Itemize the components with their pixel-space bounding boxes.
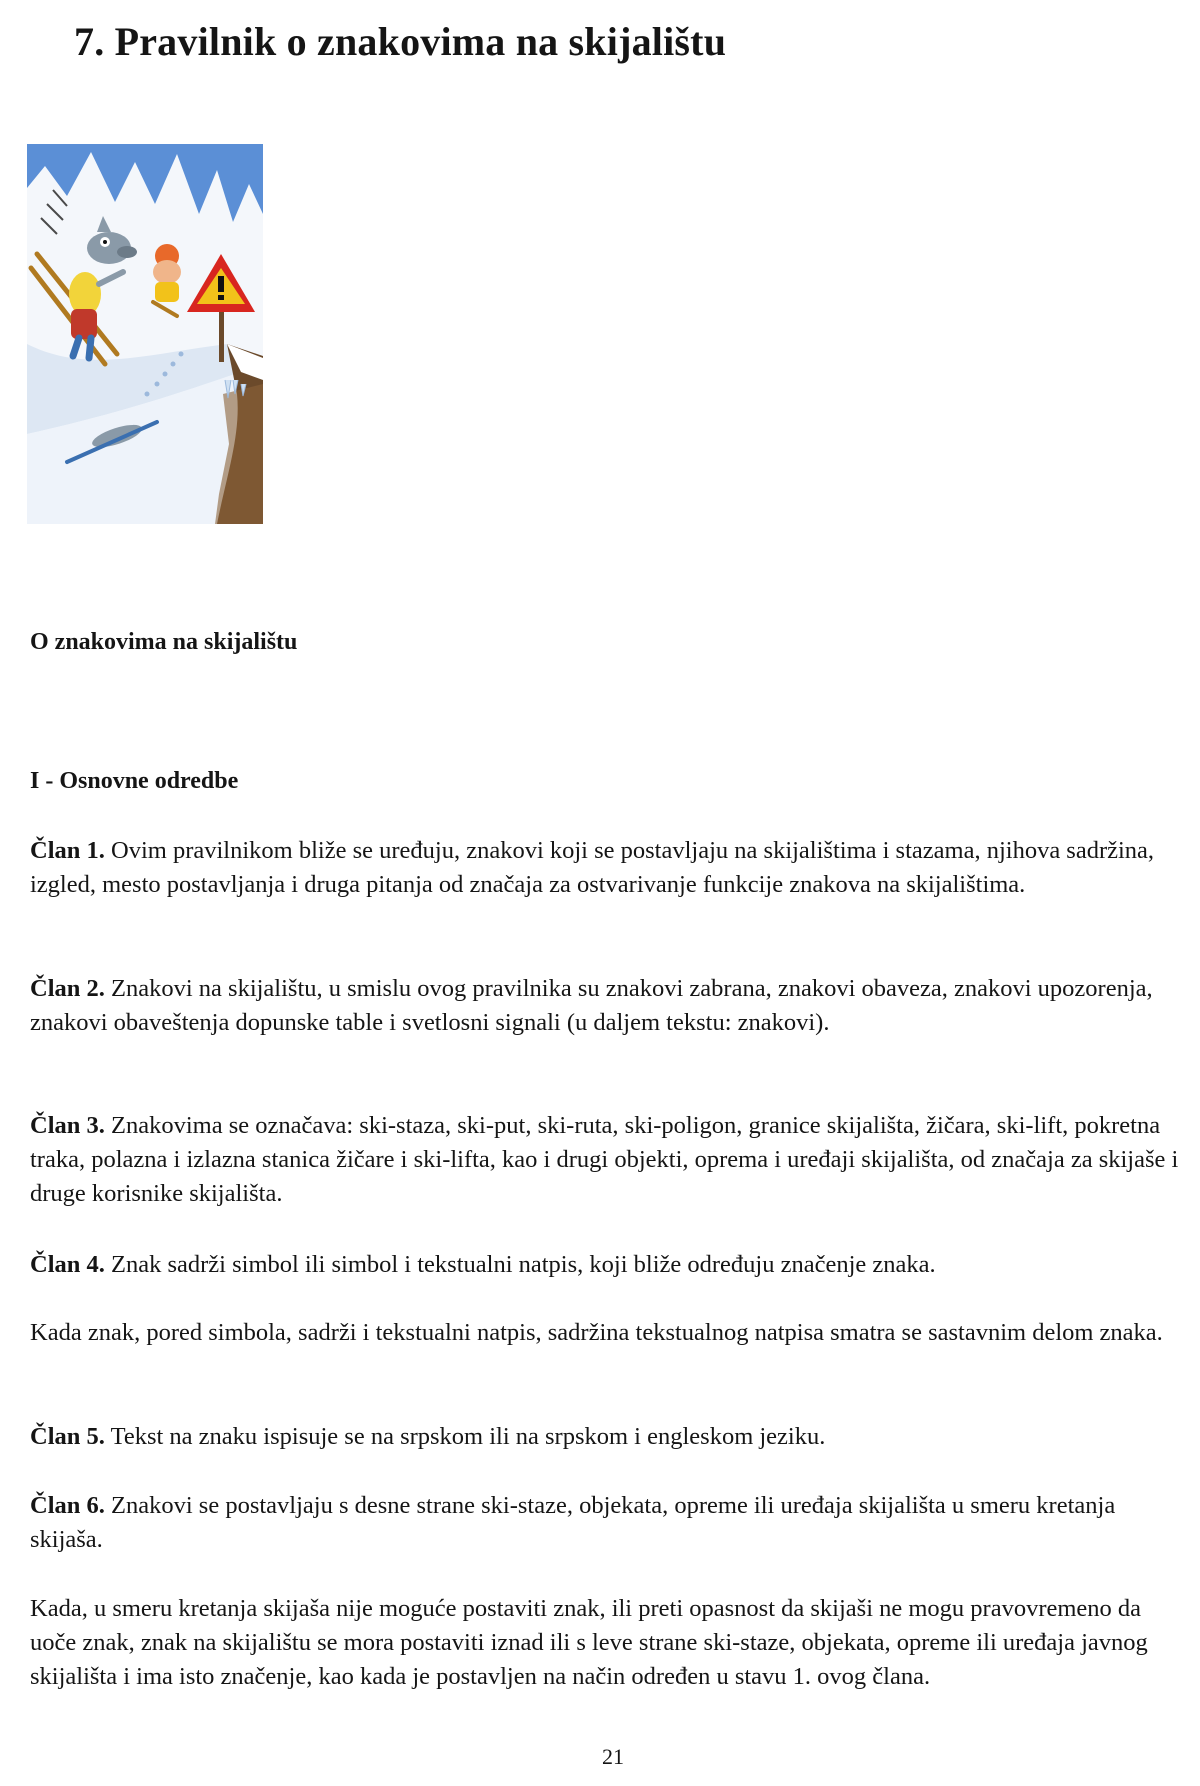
subsection-title: I - Osnovne odredbe (30, 768, 239, 794)
article-paragraph (30, 1109, 1190, 1211)
article-label: Član 3. (30, 1112, 105, 1139)
article-text: Ovim pravilnikom bliže se uređuju, znakovi koji se postavljaju na skijalištima i stazama, njihova sadržina, izgled, mesto postavljanja i druga pitanja od značaja za ostvarivanje funkcije znakova na skijalištima. (30, 837, 1155, 898)
article-paragraph (30, 1420, 1190, 1454)
article-paragraph (30, 972, 1190, 1040)
article-paragraph (30, 834, 1190, 902)
page-number: 21 (602, 1744, 624, 1769)
article-paragraph (30, 1316, 1190, 1350)
article-text: Znak sadrži simbol ili simbol i tekstualni natpis, koji bliže određuju značenje znaka. (104, 1251, 936, 1278)
article-paragraph (30, 1592, 1190, 1694)
article-label: Član 2. (30, 975, 105, 1002)
article-text: Tekst na znaku ispisuje se na srpskom ili na srpskom i engleskom jeziku. (104, 1423, 826, 1450)
article-label: Član 1. (30, 837, 105, 864)
cartoon-skier-warning-sign-icon (27, 144, 263, 524)
article-text: Znakovi se postavljaju s desne strane ski-staze, objekata, opreme ili uređaja skijališta u smeru kretanja skijaša. (30, 1492, 1116, 1553)
article-text: Znakovi na skijalištu, u smislu ovog pravilnika su znakovi zabrana, znakovi obaveza, znakovi upozorenja, znakovi obaveštenja dopunske table i svetlosni signali (u daljem tekstu: znakovi). (30, 975, 1153, 1036)
article-label: Član 6. (30, 1492, 105, 1519)
article-text: Znakovima se označava: ski-staza, ski-put, ski-ruta, ski-poligon, granice skijališta, žičara, ski-lift, pokretna traka, polazna i izlazna stanica žičare i ski-lifta, kao i drugi objekti, oprema i uređaji skijališta, od značaja za skijaše i druge korisnike skijališta. (30, 1112, 1179, 1207)
chapter-title: 7. Pravilnik o znakovima na skijalištu (74, 19, 727, 64)
article-paragraph (30, 1248, 1190, 1282)
cartoon-illustration (27, 144, 263, 524)
article-label: Član 4. (30, 1251, 105, 1278)
article-text: Kada znak, pored simbola, sadrži i tekstualni natpis, sadržina tekstualnog natpisa smatra se sastavnim delom znaka. (30, 1319, 1163, 1346)
article-paragraph (30, 1489, 1190, 1557)
section-title: O znakovima na skijalištu (30, 629, 298, 655)
article-text: Kada, u smeru kretanja skijaša nije moguće postaviti znak, ili preti opasnost da skijaši ne mogu pravovremeno da uoče znak, znak na skijalištu se mora postaviti iznad ili s leve strane ski-staze, objekata, opreme ili uređaja javnog skijališta i ima isto značenje, kao kada je postavljen na način određen u stavu 1. ovog člana. (30, 1595, 1148, 1690)
article-label: Član 5. (30, 1423, 105, 1450)
